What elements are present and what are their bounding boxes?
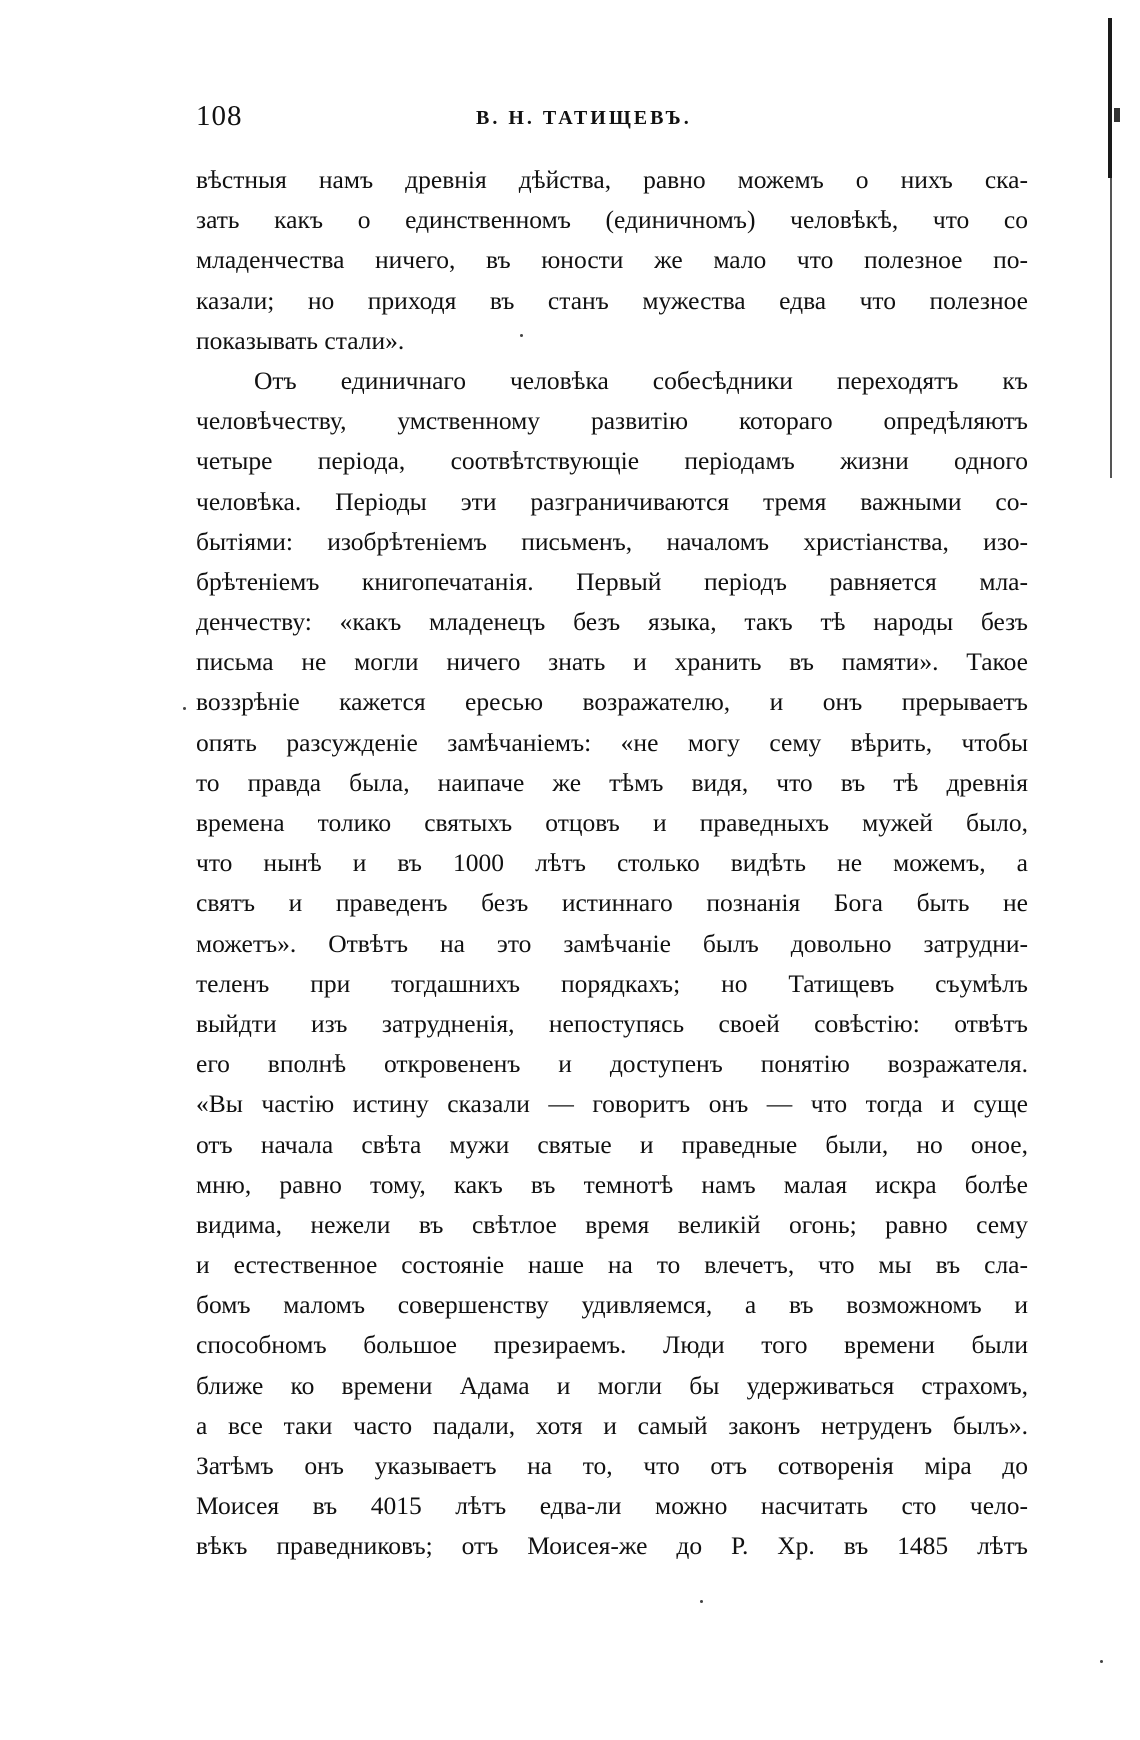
text-line: человѣка. Періоды эти разграничиваются тремя важными со- [196, 486, 1028, 516]
text-line: вѣкъ праведниковъ; отъ Моисея-же до Р. Хр. въ 1485 лѣтъ [196, 1531, 1028, 1561]
text-line: воззрѣніе кажется ересью возражателю, и онъ прерываетъ [196, 687, 1028, 717]
running-head: В. Н. ТАТИЩЕВЪ. [476, 107, 692, 129]
text-line: бомъ маломъ совершенству удивляемся, а въ возможномъ и [196, 1290, 1028, 1320]
text-line: вѣстныя намъ древнія дѣйства, равно можемъ о нихъ ска- [196, 165, 1028, 194]
text-line: выйдти изъ затрудненія, непоступясь своей совѣстію: отвѣтъ [196, 1008, 1028, 1038]
page-edge-rule-thin [1110, 178, 1112, 478]
text-line: то правда была, наипаче же тѣмъ видя, что въ тѣ древнія [196, 767, 1028, 797]
text-line: человѣчеству, умственному развитію котораго опредѣляютъ [196, 406, 1028, 436]
page-header [196, 100, 1028, 136]
body-text [196, 160, 1028, 1567]
text-line: показывать стали». [196, 325, 405, 355]
text-line: «Вы частію истину сказали — говоритъ онъ — что тогда и суще [196, 1089, 1028, 1119]
text-line: и естественное состояніе наше на то влечетъ, что мы въ сла- [196, 1250, 1028, 1280]
text-line: способномъ большое презираемъ. Люди того времени были [196, 1330, 1028, 1360]
text-line: а все таки часто падали, хотя и самый законъ нетруденъ былъ». [196, 1410, 1028, 1440]
paper-speck [183, 707, 186, 710]
text-line: четыре періода, соотвѣтствующіе періодамъ жизни одного [196, 446, 1028, 476]
page-edge-mark [1114, 108, 1120, 122]
text-line: опять разсужденіе замѣчаніемъ: «не могу сему вѣрить, чтобы [196, 727, 1028, 757]
text-line: мню, равно тому, какъ въ темнотѣ намъ малая искра болѣе [196, 1169, 1028, 1199]
text-line: зать какъ о единственномъ (единичномъ) человѣкѣ, что со [196, 205, 1028, 235]
text-line: что нынѣ и въ 1000 лѣтъ столько видѣть не можемъ, а [196, 848, 1028, 878]
text-line: видима, нежели въ свѣтлое время великій огонь; равно сему [196, 1209, 1028, 1239]
text-line: Затѣмъ онъ указываетъ на то, что отъ сотворенія міра до [196, 1451, 1028, 1480]
text-line: младенчества ничего, въ юности же мало что полезное по- [196, 245, 1028, 275]
page-number: 108 [196, 100, 243, 132]
text-line: письма не могли ничего знать и хранить въ памяти». Такое [196, 647, 1028, 677]
text-line: его вполнѣ откровененъ и доступенъ понятію возражателя. [196, 1049, 1028, 1079]
text-line: ближе ко времени Адама и могли бы удерживаться страхомъ, [196, 1370, 1028, 1400]
page-edge-rule [1108, 18, 1112, 178]
text-line: казали; но приходя въ станъ мужества едва что полезное [196, 285, 1028, 315]
text-line: бытіями: изобрѣтеніемъ письменъ, началомъ христіанства, изо- [196, 526, 1028, 556]
text-line: времена толико святыхъ отцовъ и праведныхъ мужей было, [196, 808, 1028, 837]
paper-speck [520, 334, 523, 337]
text-line: святъ и праведенъ безъ истиннаго познанія Бога быть не [196, 888, 1028, 918]
text-line: денчеству: «какъ младенецъ безъ языка, такъ тѣ народы безъ [196, 607, 1028, 637]
text-line: можетъ». Отвѣтъ на это замѣчаніе былъ довольно затрудни- [196, 928, 1028, 958]
paper-speck [700, 1600, 703, 1603]
paper-speck [1100, 1660, 1103, 1663]
text-line: брѣтеніемъ книгопечатанія. Первый періодъ равняется мла- [196, 566, 1028, 596]
text-line: теленъ при тогдашнихъ порядкахъ; но Татищевъ съумѣлъ [196, 968, 1028, 998]
text-line: Отъ единичнаго человѣка собесѣдники переходятъ къ [254, 365, 1028, 395]
text-line: Моисея въ 4015 лѣтъ едва-ли можно насчитать сто чело- [196, 1491, 1028, 1521]
text-line: отъ начала свѣта мужи святые и праведные были, но оное, [196, 1129, 1028, 1159]
